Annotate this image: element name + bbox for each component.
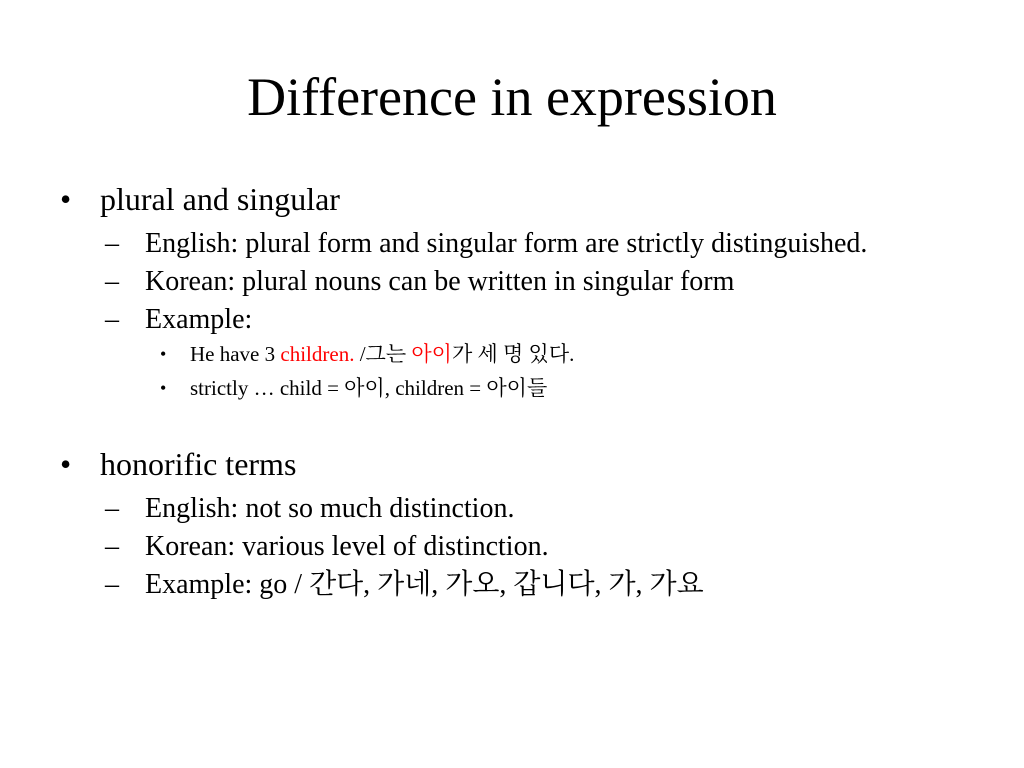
dash-icon: – [105, 493, 119, 524]
slide-title: Difference in expression [247, 67, 777, 127]
example-text: strictly … child = 아이, children = 아이들 [190, 376, 548, 400]
sub-bullet-text: Example: go / 간다, 가네, 가오, 갑니다, 가, 가요 [145, 569, 704, 600]
sub-bullet-korean-honorific [60, 532, 960, 561]
sub-bullet-text: English: not so much distinction. [145, 493, 515, 524]
bullet-plural-and-singular [60, 178, 960, 220]
dash-icon: – [105, 569, 119, 600]
example-text-part: 가 세 명 있다. [451, 342, 575, 366]
example-highlight-children: children. [280, 342, 355, 366]
bullet-icon: • [60, 446, 72, 482]
bullet-icon: • [60, 181, 72, 217]
dash-icon: – [105, 531, 119, 562]
slide-content [60, 178, 960, 599]
sub-bullet-english-honorific [60, 494, 960, 523]
dash-icon: – [105, 266, 119, 297]
example-line-children [60, 341, 960, 368]
section-spacer [60, 402, 960, 443]
sub-bullet-text: Korean: plural nouns can be written in singular form [145, 266, 735, 297]
bullet-text: plural and singular [100, 181, 340, 217]
example-line-strictly [60, 375, 960, 402]
example-text-part: /그는 [354, 342, 412, 366]
example-text-part: He have 3 [190, 342, 281, 366]
small-bullet-icon: • [160, 378, 167, 398]
sub-bullet-example-honorific [60, 570, 960, 599]
sub-bullet-korean-plural [60, 267, 960, 296]
dash-icon: – [105, 228, 119, 259]
sub-bullet-english-plural [60, 229, 960, 258]
sub-bullet-text: Korean: various level of distinction. [145, 531, 549, 562]
bullet-text: honorific terms [100, 446, 297, 482]
sub-bullet-text: English: plural form and singular form are strictly distinguished. [145, 228, 868, 259]
sub-bullet-text: Example: [145, 304, 253, 335]
dash-icon: – [105, 304, 119, 335]
bullet-honorific-terms [60, 443, 960, 485]
example-highlight-korean: 아이 [411, 342, 452, 366]
sub-bullet-example-plural [60, 305, 960, 334]
small-bullet-icon: • [160, 344, 167, 364]
example-text [190, 342, 574, 366]
